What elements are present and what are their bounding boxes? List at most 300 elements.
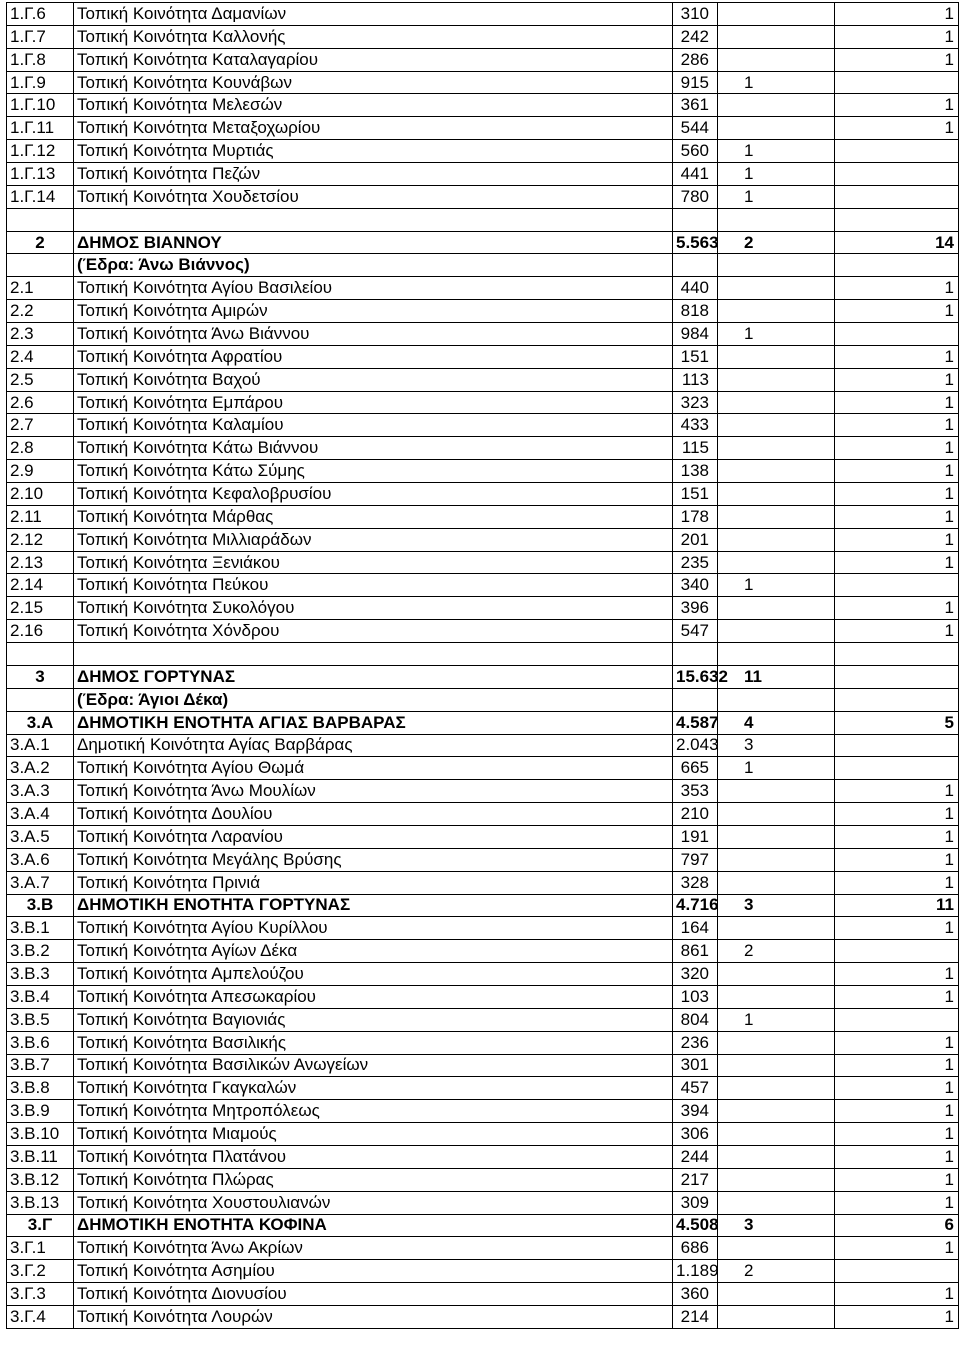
population-cell: 353 bbox=[673, 780, 718, 803]
empty-cell bbox=[7, 208, 74, 231]
table-row bbox=[7, 825, 959, 848]
count-a-cell bbox=[718, 1077, 835, 1100]
code-cell: 2.3 bbox=[7, 323, 74, 346]
population-cell: 320 bbox=[673, 963, 718, 986]
count-b-cell: 1 bbox=[835, 1237, 959, 1260]
count-b-cell: 5 bbox=[835, 711, 959, 734]
name-cell: Τοπική Κοινότητα Πρινιά bbox=[74, 871, 673, 894]
section-header-row bbox=[7, 711, 959, 734]
count-b-cell: 1 bbox=[835, 1100, 959, 1123]
table-row bbox=[7, 1123, 959, 1146]
population-cell: 984 bbox=[673, 323, 718, 346]
blank-row bbox=[7, 208, 959, 231]
count-b-cell: 1 bbox=[835, 1031, 959, 1054]
population-cell: 2.043 bbox=[673, 734, 718, 757]
code-cell: 3.Β.4 bbox=[7, 985, 74, 1008]
count-a-cell bbox=[718, 345, 835, 368]
name-cell: (Έδρα: Άνω Βιάννος) bbox=[74, 254, 673, 277]
code-cell: 3.Β.1 bbox=[7, 917, 74, 940]
code-cell: 1.Γ.12 bbox=[7, 140, 74, 163]
table-row bbox=[7, 163, 959, 186]
name-cell: Τοπική Κοινότητα Γκαγκαλών bbox=[74, 1077, 673, 1100]
population-cell: 5.563 bbox=[673, 231, 718, 254]
name-cell: Τοπική Κοινότητα Απεσωκαρίου bbox=[74, 985, 673, 1008]
count-b-cell: 1 bbox=[835, 368, 959, 391]
table-row bbox=[7, 1191, 959, 1214]
code-cell: 3.Γ.3 bbox=[7, 1283, 74, 1306]
code-cell: 1.Γ.6 bbox=[7, 3, 74, 26]
name-cell: Τοπική Κοινότητα Καλλονής bbox=[74, 25, 673, 48]
population-cell: 360 bbox=[673, 1283, 718, 1306]
name-cell: Τοπική Κοινότητα Πλώρας bbox=[74, 1168, 673, 1191]
empty-cell bbox=[835, 208, 959, 231]
name-cell: Τοπική Κοινότητα Κουνάβων bbox=[74, 71, 673, 94]
name-cell: Τοπική Κοινότητα Μιαμούς bbox=[74, 1123, 673, 1146]
count-a-cell bbox=[718, 528, 835, 551]
count-a-cell bbox=[718, 368, 835, 391]
count-a-cell bbox=[718, 551, 835, 574]
code-cell: 2.15 bbox=[7, 597, 74, 620]
seat-row bbox=[7, 688, 959, 711]
table-row bbox=[7, 71, 959, 94]
count-a-cell bbox=[718, 1054, 835, 1077]
population-cell: 103 bbox=[673, 985, 718, 1008]
section-header-row bbox=[7, 665, 959, 688]
code-cell bbox=[7, 688, 74, 711]
count-b-cell bbox=[835, 71, 959, 94]
count-a-cell: 4 bbox=[718, 711, 835, 734]
count-a-cell: 1 bbox=[718, 71, 835, 94]
code-cell: 2.11 bbox=[7, 505, 74, 528]
count-b-cell bbox=[835, 940, 959, 963]
name-cell: Τοπική Κοινότητα Δαμανίων bbox=[74, 3, 673, 26]
count-b-cell: 1 bbox=[835, 620, 959, 643]
count-a-cell: 1 bbox=[718, 574, 835, 597]
empty-cell bbox=[74, 643, 673, 666]
code-cell: 3.Γ.2 bbox=[7, 1260, 74, 1283]
population-cell: 151 bbox=[673, 483, 718, 506]
name-cell: Τοπική Κοινότητα Αγίου Κυρίλλου bbox=[74, 917, 673, 940]
population-cell: 797 bbox=[673, 848, 718, 871]
count-b-cell bbox=[835, 163, 959, 186]
count-b-cell: 1 bbox=[835, 505, 959, 528]
population-cell: 244 bbox=[673, 1145, 718, 1168]
name-cell: ΔΗΜΟΤΙΚΗ ΕΝΟΤΗΤΑ ΑΓΙΑΣ ΒΑΡΒΑΡΑΣ bbox=[74, 711, 673, 734]
table-row bbox=[7, 323, 959, 346]
table-body bbox=[7, 3, 959, 1329]
count-b-cell: 1 bbox=[835, 437, 959, 460]
count-a-cell: 11 bbox=[718, 665, 835, 688]
code-cell: 3.Β.2 bbox=[7, 940, 74, 963]
table-row bbox=[7, 437, 959, 460]
name-cell: Τοπική Κοινότητα Χουδετσίου bbox=[74, 185, 673, 208]
name-cell: Τοπική Κοινότητα Πλατάνου bbox=[74, 1145, 673, 1168]
count-b-cell bbox=[835, 734, 959, 757]
name-cell: ΔΗΜΟΣ ΒΙΑΝΝΟΥ bbox=[74, 231, 673, 254]
table-row bbox=[7, 277, 959, 300]
population-cell: 242 bbox=[673, 25, 718, 48]
name-cell: Τοπική Κοινότητα Άνω Βιάννου bbox=[74, 323, 673, 346]
population-cell: 306 bbox=[673, 1123, 718, 1146]
count-a-cell: 2 bbox=[718, 940, 835, 963]
code-cell bbox=[7, 254, 74, 277]
table-row bbox=[7, 3, 959, 26]
name-cell: Τοπική Κοινότητα Βαχού bbox=[74, 368, 673, 391]
table-row bbox=[7, 871, 959, 894]
population-cell: 804 bbox=[673, 1008, 718, 1031]
population-cell: 236 bbox=[673, 1031, 718, 1054]
population-cell: 214 bbox=[673, 1305, 718, 1328]
count-a-cell bbox=[718, 688, 835, 711]
count-a-cell bbox=[718, 1305, 835, 1328]
blank-row bbox=[7, 643, 959, 666]
count-b-cell: 1 bbox=[835, 1054, 959, 1077]
population-cell: 310 bbox=[673, 3, 718, 26]
name-cell: Τοπική Κοινότητα Μάρθας bbox=[74, 505, 673, 528]
table-row bbox=[7, 528, 959, 551]
code-cell: 1.Γ.8 bbox=[7, 48, 74, 71]
count-a-cell bbox=[718, 597, 835, 620]
population-cell: 396 bbox=[673, 597, 718, 620]
count-b-cell bbox=[835, 323, 959, 346]
count-b-cell: 1 bbox=[835, 780, 959, 803]
name-cell: Τοπική Κοινότητα Συκολόγου bbox=[74, 597, 673, 620]
table-row bbox=[7, 140, 959, 163]
count-a-cell bbox=[718, 985, 835, 1008]
count-b-cell bbox=[835, 140, 959, 163]
table-row bbox=[7, 757, 959, 780]
count-a-cell: 1 bbox=[718, 140, 835, 163]
code-cell: 3.Β.8 bbox=[7, 1077, 74, 1100]
count-b-cell: 1 bbox=[835, 25, 959, 48]
count-b-cell bbox=[835, 574, 959, 597]
count-b-cell: 1 bbox=[835, 528, 959, 551]
empty-cell bbox=[7, 643, 74, 666]
population-cell: 560 bbox=[673, 140, 718, 163]
count-a-cell bbox=[718, 1237, 835, 1260]
count-b-cell bbox=[835, 665, 959, 688]
count-a-cell bbox=[718, 25, 835, 48]
table-row bbox=[7, 1031, 959, 1054]
table-row bbox=[7, 483, 959, 506]
code-cell: 2.2 bbox=[7, 300, 74, 323]
code-cell: 3.Α.2 bbox=[7, 757, 74, 780]
count-b-cell: 1 bbox=[835, 848, 959, 871]
count-b-cell: 1 bbox=[835, 1305, 959, 1328]
count-b-cell: 6 bbox=[835, 1214, 959, 1237]
code-cell: 3.Β.7 bbox=[7, 1054, 74, 1077]
name-cell: Τοπική Κοινότητα Αγίου Θωμά bbox=[74, 757, 673, 780]
count-a-cell bbox=[718, 1123, 835, 1146]
section-header-row bbox=[7, 1214, 959, 1237]
table-row bbox=[7, 734, 959, 757]
name-cell: Τοπική Κοινότητα Κάτω Σύμης bbox=[74, 460, 673, 483]
count-b-cell bbox=[835, 185, 959, 208]
population-cell: 1.189 bbox=[673, 1260, 718, 1283]
count-b-cell bbox=[835, 254, 959, 277]
name-cell: Τοπική Κοινότητα Χόνδρου bbox=[74, 620, 673, 643]
population-cell: 323 bbox=[673, 391, 718, 414]
table-row bbox=[7, 963, 959, 986]
code-cell: 1.Γ.11 bbox=[7, 117, 74, 140]
code-cell: 2.14 bbox=[7, 574, 74, 597]
name-cell: Τοπική Κοινότητα Πεύκου bbox=[74, 574, 673, 597]
count-a-cell bbox=[718, 803, 835, 826]
population-cell: 4.508 bbox=[673, 1214, 718, 1237]
table-row bbox=[7, 1237, 959, 1260]
count-a-cell bbox=[718, 300, 835, 323]
population-cell: 15.632 bbox=[673, 665, 718, 688]
count-b-cell: 1 bbox=[835, 345, 959, 368]
name-cell: ΔΗΜΟΤΙΚΗ ΕΝΟΤΗΤΑ ΓΟΡΤΥΝΑΣ bbox=[74, 894, 673, 917]
code-cell: 1.Γ.13 bbox=[7, 163, 74, 186]
population-cell: 235 bbox=[673, 551, 718, 574]
population-cell: 164 bbox=[673, 917, 718, 940]
name-cell: Τοπική Κοινότητα Μεγάλης Βρύσης bbox=[74, 848, 673, 871]
count-b-cell: 1 bbox=[835, 460, 959, 483]
count-a-cell: 1 bbox=[718, 1008, 835, 1031]
count-b-cell: 1 bbox=[835, 300, 959, 323]
population-cell: 915 bbox=[673, 71, 718, 94]
code-cell: 3.Β.3 bbox=[7, 963, 74, 986]
population-cell: 394 bbox=[673, 1100, 718, 1123]
count-a-cell: 1 bbox=[718, 163, 835, 186]
count-a-cell bbox=[718, 963, 835, 986]
population-cell: 547 bbox=[673, 620, 718, 643]
population-cell: 191 bbox=[673, 825, 718, 848]
code-cell: 2 bbox=[7, 231, 74, 254]
name-cell: ΔΗΜΟΣ ΓΟΡΤΥΝΑΣ bbox=[74, 665, 673, 688]
code-cell: 2.12 bbox=[7, 528, 74, 551]
population-cell: 340 bbox=[673, 574, 718, 597]
code-cell: 3.Α.3 bbox=[7, 780, 74, 803]
section-header-row bbox=[7, 894, 959, 917]
population-cell: 138 bbox=[673, 460, 718, 483]
table-row bbox=[7, 1100, 959, 1123]
code-cell: 2.10 bbox=[7, 483, 74, 506]
count-b-cell: 1 bbox=[835, 825, 959, 848]
count-b-cell: 1 bbox=[835, 277, 959, 300]
count-a-cell bbox=[718, 117, 835, 140]
count-a-cell bbox=[718, 1191, 835, 1214]
count-b-cell: 1 bbox=[835, 483, 959, 506]
empty-cell bbox=[718, 208, 835, 231]
name-cell: Τοπική Κοινότητα Άνω Ακρίων bbox=[74, 1237, 673, 1260]
code-cell: 3.Β.12 bbox=[7, 1168, 74, 1191]
count-a-cell bbox=[718, 3, 835, 26]
code-cell: 3.Β bbox=[7, 894, 74, 917]
count-b-cell bbox=[835, 1260, 959, 1283]
name-cell: Τοπική Κοινότητα Δουλίου bbox=[74, 803, 673, 826]
count-a-cell bbox=[718, 871, 835, 894]
name-cell: Τοπική Κοινότητα Μυρτιάς bbox=[74, 140, 673, 163]
code-cell: 3.Β.5 bbox=[7, 1008, 74, 1031]
count-a-cell bbox=[718, 1145, 835, 1168]
count-b-cell: 1 bbox=[835, 963, 959, 986]
count-a-cell bbox=[718, 1100, 835, 1123]
seat-row bbox=[7, 254, 959, 277]
name-cell: Τοπική Κοινότητα Ασημίου bbox=[74, 1260, 673, 1283]
count-b-cell: 1 bbox=[835, 414, 959, 437]
section-header-row bbox=[7, 231, 959, 254]
count-b-cell: 1 bbox=[835, 871, 959, 894]
population-cell: 441 bbox=[673, 163, 718, 186]
population-cell: 113 bbox=[673, 368, 718, 391]
population-cell: 433 bbox=[673, 414, 718, 437]
count-b-cell bbox=[835, 1008, 959, 1031]
name-cell: Τοπική Κοινότητα Αμιρών bbox=[74, 300, 673, 323]
table-row bbox=[7, 574, 959, 597]
count-b-cell bbox=[835, 688, 959, 711]
name-cell: Τοπική Κοινότητα Αμπελούζου bbox=[74, 963, 673, 986]
name-cell: Τοπική Κοινότητα Βασιλικών Ανωγείων bbox=[74, 1054, 673, 1077]
table-row bbox=[7, 391, 959, 414]
count-b-cell: 1 bbox=[835, 1191, 959, 1214]
population-cell: 309 bbox=[673, 1191, 718, 1214]
population-cell: 818 bbox=[673, 300, 718, 323]
population-cell bbox=[673, 688, 718, 711]
code-cell: 3.Β.13 bbox=[7, 1191, 74, 1214]
count-b-cell: 1 bbox=[835, 597, 959, 620]
count-a-cell bbox=[718, 825, 835, 848]
table-row bbox=[7, 414, 959, 437]
code-cell: 2.13 bbox=[7, 551, 74, 574]
name-cell: (Έδρα: Άγιοι Δέκα) bbox=[74, 688, 673, 711]
code-cell: 3.Β.9 bbox=[7, 1100, 74, 1123]
code-cell: 1.Γ.14 bbox=[7, 185, 74, 208]
population-cell: 178 bbox=[673, 505, 718, 528]
code-cell: 3.Α bbox=[7, 711, 74, 734]
count-b-cell: 1 bbox=[835, 1077, 959, 1100]
code-cell: 1.Γ.10 bbox=[7, 94, 74, 117]
count-b-cell: 11 bbox=[835, 894, 959, 917]
table-row bbox=[7, 185, 959, 208]
table-row bbox=[7, 505, 959, 528]
code-cell: 2.5 bbox=[7, 368, 74, 391]
empty-cell bbox=[673, 208, 718, 231]
table-row bbox=[7, 460, 959, 483]
table-row bbox=[7, 551, 959, 574]
table-row bbox=[7, 917, 959, 940]
table-row bbox=[7, 25, 959, 48]
table-row bbox=[7, 1008, 959, 1031]
count-b-cell: 1 bbox=[835, 391, 959, 414]
table-row bbox=[7, 803, 959, 826]
code-cell: 3 bbox=[7, 665, 74, 688]
name-cell: ΔΗΜΟΤΙΚΗ ΕΝΟΤΗΤΑ ΚΟΦΙΝΑ bbox=[74, 1214, 673, 1237]
table-row bbox=[7, 368, 959, 391]
code-cell: 2.6 bbox=[7, 391, 74, 414]
name-cell: Τοπική Κοινότητα Καταλαγαρίου bbox=[74, 48, 673, 71]
count-b-cell: 1 bbox=[835, 985, 959, 1008]
name-cell: Τοπική Κοινότητα Αγίου Βασιλείου bbox=[74, 277, 673, 300]
count-a-cell bbox=[718, 483, 835, 506]
empty-cell bbox=[74, 208, 673, 231]
count-a-cell: 1 bbox=[718, 757, 835, 780]
population-cell: 440 bbox=[673, 277, 718, 300]
name-cell: Τοπική Κοινότητα Βαγιονιάς bbox=[74, 1008, 673, 1031]
table-row bbox=[7, 597, 959, 620]
name-cell: Τοπική Κοινότητα Διονυσίου bbox=[74, 1283, 673, 1306]
count-a-cell: 2 bbox=[718, 1260, 835, 1283]
name-cell: Τοπική Κοινότητα Καλαμίου bbox=[74, 414, 673, 437]
population-cell: 217 bbox=[673, 1168, 718, 1191]
table-row bbox=[7, 1077, 959, 1100]
table-row bbox=[7, 94, 959, 117]
name-cell: Τοπική Κοινότητα Αγίων Δέκα bbox=[74, 940, 673, 963]
population-cell: 686 bbox=[673, 1237, 718, 1260]
count-a-cell bbox=[718, 1168, 835, 1191]
empty-cell bbox=[718, 643, 835, 666]
code-cell: 3.Γ bbox=[7, 1214, 74, 1237]
count-a-cell: 3 bbox=[718, 734, 835, 757]
name-cell: Τοπική Κοινότητα Λαρανίου bbox=[74, 825, 673, 848]
count-a-cell bbox=[718, 277, 835, 300]
count-b-cell: 1 bbox=[835, 1283, 959, 1306]
table-row bbox=[7, 1168, 959, 1191]
count-a-cell bbox=[718, 48, 835, 71]
name-cell: Τοπική Κοινότητα Μιλλιαράδων bbox=[74, 528, 673, 551]
name-cell: Τοπική Κοινότητα Κάτω Βιάννου bbox=[74, 437, 673, 460]
count-b-cell: 14 bbox=[835, 231, 959, 254]
name-cell: Τοπική Κοινότητα Εμπάρου bbox=[74, 391, 673, 414]
code-cell: 2.8 bbox=[7, 437, 74, 460]
code-cell: 2.16 bbox=[7, 620, 74, 643]
code-cell: 3.Γ.1 bbox=[7, 1237, 74, 1260]
count-a-cell bbox=[718, 505, 835, 528]
code-cell: 2.1 bbox=[7, 277, 74, 300]
code-cell: 3.Β.10 bbox=[7, 1123, 74, 1146]
code-cell: 2.7 bbox=[7, 414, 74, 437]
name-cell: Τοπική Κοινότητα Μεταξοχωρίου bbox=[74, 117, 673, 140]
name-cell: Δημοτική Κοινότητα Αγίας Βαρβάρας bbox=[74, 734, 673, 757]
name-cell: Τοπική Κοινότητα Άνω Μουλίων bbox=[74, 780, 673, 803]
code-cell: 3.Γ.4 bbox=[7, 1305, 74, 1328]
count-a-cell bbox=[718, 917, 835, 940]
population-cell: 457 bbox=[673, 1077, 718, 1100]
population-cell bbox=[673, 254, 718, 277]
name-cell: Τοπική Κοινότητα Ξενιάκου bbox=[74, 551, 673, 574]
name-cell: Τοπική Κοινότητα Χουστουλιανών bbox=[74, 1191, 673, 1214]
count-b-cell: 1 bbox=[835, 1168, 959, 1191]
name-cell: Τοπική Κοινότητα Πεζών bbox=[74, 163, 673, 186]
table-row bbox=[7, 48, 959, 71]
count-b-cell: 1 bbox=[835, 803, 959, 826]
count-a-cell bbox=[718, 460, 835, 483]
table-row bbox=[7, 1145, 959, 1168]
count-b-cell: 1 bbox=[835, 117, 959, 140]
count-a-cell bbox=[718, 1283, 835, 1306]
count-b-cell: 1 bbox=[835, 1123, 959, 1146]
population-cell: 201 bbox=[673, 528, 718, 551]
population-cell: 665 bbox=[673, 757, 718, 780]
table-row bbox=[7, 940, 959, 963]
count-a-cell bbox=[718, 254, 835, 277]
code-cell: 1.Γ.7 bbox=[7, 25, 74, 48]
code-cell: 1.Γ.9 bbox=[7, 71, 74, 94]
population-cell: 115 bbox=[673, 437, 718, 460]
population-cell: 210 bbox=[673, 803, 718, 826]
table-row bbox=[7, 848, 959, 871]
code-cell: 3.Α.1 bbox=[7, 734, 74, 757]
count-b-cell: 1 bbox=[835, 551, 959, 574]
population-cell: 361 bbox=[673, 94, 718, 117]
table-row bbox=[7, 345, 959, 368]
table-row bbox=[7, 300, 959, 323]
count-a-cell bbox=[718, 780, 835, 803]
code-cell: 3.Α.4 bbox=[7, 803, 74, 826]
count-b-cell: 1 bbox=[835, 1145, 959, 1168]
